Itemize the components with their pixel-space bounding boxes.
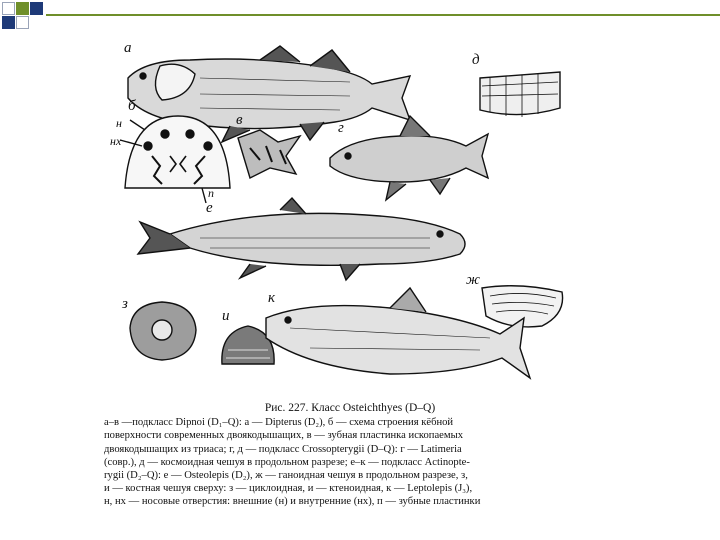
- figure-drawing: [110, 38, 590, 400]
- label-zh: ж: [466, 272, 480, 288]
- deco-square: [2, 16, 15, 29]
- fish-g-latimeria: [330, 116, 488, 200]
- tooth-plate-v: [238, 130, 300, 178]
- scale-z-cycloid: [130, 302, 196, 360]
- figure-caption: [104, 402, 596, 509]
- scale-d-cosmoid: [480, 72, 560, 117]
- caption-line: и — костная чешуя сверху: з — циклоидная, и — ктеноидная, к — Leptolepis (J₃),: [104, 483, 473, 495]
- label-e: е: [206, 200, 213, 216]
- label-i: и: [222, 308, 230, 324]
- header-line: [46, 14, 720, 16]
- deco-square: [16, 2, 29, 15]
- label-v: в: [236, 112, 243, 128]
- caption-line: поверхности современных двоякодышащих, в — зубная пластинка ископаемых: [104, 430, 463, 442]
- caption-line: rygii (D₂–Q): е — Osteolepis (D₂), ж — ганоидная чешуя в продольном разрезе, з,: [104, 470, 468, 482]
- deco-square: [30, 2, 43, 15]
- caption-title: Рис. 227. Класс Osteichthyes (D–Q): [264, 402, 436, 414]
- caption-line: н, нх — носовые отверстия: внешние (н) и внутренние (нх), п — зубные пластинки: [104, 496, 481, 508]
- caption-line: а–в —подкласс Dipnoi (D₁–Q): а — Dipterus (D₂), б — схема строения кёбной: [104, 417, 454, 429]
- label-d: д: [472, 52, 480, 68]
- label-k: к: [268, 290, 276, 306]
- caption-line: двоякодышащих из триаса; г, д — подкласс Crossopterygii (D–Q): г — Latimeria: [104, 443, 462, 455]
- label-nx: нх: [110, 134, 122, 148]
- label-p: п: [208, 186, 214, 200]
- caption-line: (совр.), д — космоидная чешуя в продольном разрезе; е–к — подкласс Actinopte-: [104, 456, 470, 468]
- figure-plate: [110, 38, 590, 400]
- label-z: з: [122, 296, 128, 312]
- label-n: н: [116, 116, 122, 130]
- label-g: г: [338, 120, 344, 136]
- fish-e-osteolepis: [138, 198, 465, 280]
- deco-square: [16, 16, 29, 29]
- label-b: б: [128, 98, 136, 114]
- deco-square: [2, 2, 15, 15]
- label-a: а: [124, 40, 132, 56]
